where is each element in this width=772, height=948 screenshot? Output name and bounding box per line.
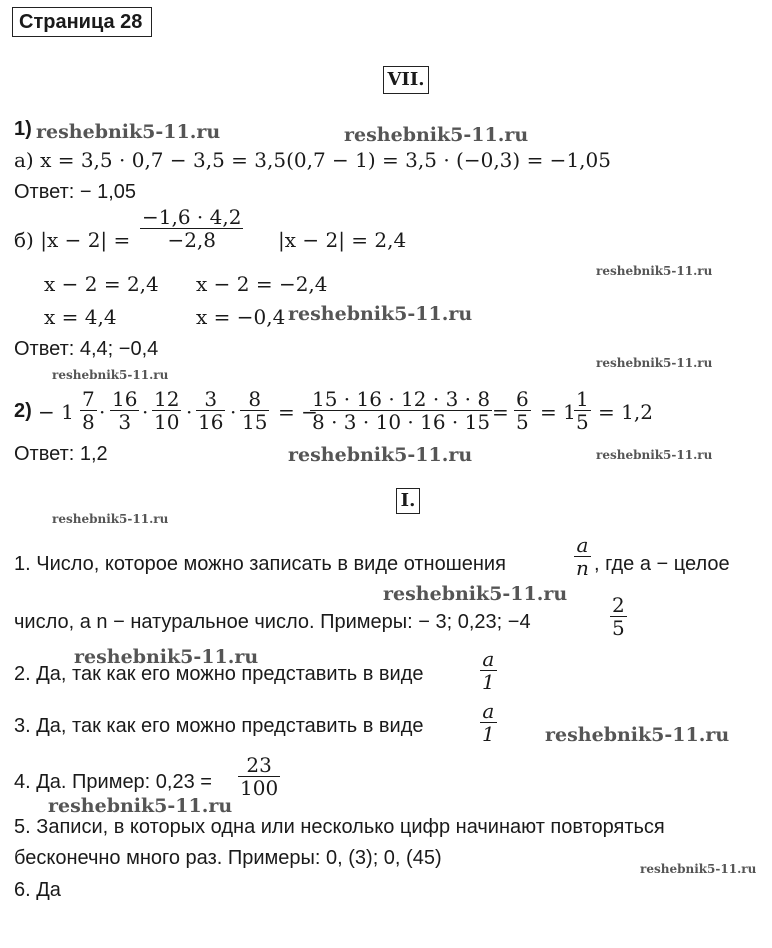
fraction-numerator: 15 · 16 · 12 · 3 · 8 — [312, 387, 491, 411]
fraction-denominator: 8 · 3 · 10 · 16 · 15 — [312, 410, 491, 434]
fraction-numerator: 12 — [154, 387, 180, 411]
task2-fraction-4 — [240, 388, 269, 433]
fraction-numerator: 7 — [82, 387, 95, 411]
watermark: reshebnik5-11.ru — [596, 264, 713, 278]
watermark: reshebnik5-11.ru — [596, 448, 713, 462]
fraction-numerator: 16 — [112, 387, 138, 411]
fraction-numerator: a — [482, 647, 495, 671]
item1-line-a: 1. Число, которое можно записать в виде отношения — [14, 553, 506, 575]
fraction-numerator: a — [482, 699, 495, 723]
task2-eq-one: = 1 — [540, 400, 576, 424]
watermark: reshebnik5-11.ru — [288, 444, 473, 466]
task2-number: 2) — [14, 400, 32, 422]
task2-minus-one: − 1 — [38, 400, 74, 424]
fraction-denominator: n — [576, 556, 589, 580]
task1-eq1: x − 2 = 2,4 — [44, 272, 159, 296]
dot-operator: · — [99, 400, 106, 424]
fraction-numerator: 23 — [246, 753, 272, 777]
watermark: reshebnik5-11.ru — [344, 124, 529, 146]
watermark: reshebnik5-11.ru — [52, 368, 169, 382]
watermark: reshebnik5-11.ru — [545, 724, 730, 746]
task2-result-fraction — [514, 388, 531, 433]
fraction-numerator: 6 — [516, 387, 529, 411]
fraction-denominator: 8 — [82, 410, 95, 434]
task1-b-fraction — [140, 206, 243, 251]
fraction-numerator: 3 — [204, 387, 218, 411]
watermark: reshebnik5-11.ru — [640, 862, 757, 876]
watermark: reshebnik5-11.ru — [288, 303, 473, 325]
fraction-numerator: 1 — [576, 387, 589, 411]
watermark: reshebnik5-11.ru — [383, 583, 568, 605]
fraction-denominator: 16 — [198, 410, 224, 434]
fraction-denominator: 15 — [242, 410, 268, 434]
watermark: reshebnik5-11.ru — [48, 795, 233, 817]
task1-number: 1) — [14, 118, 32, 140]
item1-line-c: число, а n − натуральное число. Примеры: − 3; 0,23; −4 — [14, 611, 531, 633]
task2-fraction-2 — [152, 388, 181, 433]
watermark: reshebnik5-11.ru — [52, 512, 169, 526]
fraction-denominator: 100 — [240, 776, 279, 800]
fraction-denominator: 3 — [110, 410, 139, 433]
fraction-numerator: 8 — [248, 387, 262, 411]
item1-line-b: , где a − целое — [594, 553, 730, 575]
fraction-numerator: 2 — [612, 593, 625, 617]
task1-b-result: |x − 2| = 2,4 — [278, 228, 407, 252]
item4-fraction — [238, 754, 280, 799]
task2-mixed-fraction — [80, 388, 97, 433]
task2-answer: Ответ: 1,2 — [14, 443, 108, 465]
task2-result-fraction-2 — [574, 388, 591, 433]
page-header — [12, 7, 152, 37]
fraction-denominator: −2,8 — [140, 228, 243, 251]
task1-a-line: а) x = 3,5 · 0,7 − 3,5 = 3,5(0,7 − 1) = 3,5 · (−0,3) = −1,05 — [14, 148, 611, 172]
section-i-title: I. — [396, 488, 420, 514]
fraction-denominator: 5 — [612, 616, 625, 640]
fraction-denominator: 1 — [482, 722, 495, 746]
page-label: Страница 28 — [19, 11, 143, 33]
task1-b-answer: Ответ: 4,4; −0,4 — [14, 338, 159, 360]
section-vii-title: VII. — [383, 66, 429, 94]
item4: 4. Да. Пример: 0,23 = — [14, 771, 212, 793]
dot-operator: · — [230, 400, 237, 424]
task2-eq-minus: = − — [278, 400, 318, 424]
task1-a-answer: Ответ: − 1,05 — [14, 181, 137, 203]
item2: 2. Да, так как его можно представить в виде — [14, 663, 424, 685]
item2-fraction — [480, 648, 497, 693]
task2-fraction-1 — [110, 388, 139, 433]
fraction-denominator: 10 — [154, 410, 180, 434]
fraction-denominator: 5 — [576, 410, 589, 434]
watermark: reshebnik5-11.ru — [74, 646, 259, 668]
item6: 6. Да — [14, 879, 61, 901]
task1-eq4: x = −0,4 — [196, 305, 286, 329]
item3: 3. Да, так как его можно представить в виде — [14, 715, 424, 737]
task2-fraction-3 — [196, 388, 225, 433]
task2-final: = 1,2 — [598, 400, 653, 424]
fraction-denominator: 5 — [516, 410, 529, 434]
equals-sign: = — [492, 400, 509, 424]
watermark: reshebnik5-11.ru — [36, 121, 221, 143]
item5-line-a: 5. Записи, в которых одна или несколько цифр начинают повторяться — [14, 816, 665, 838]
item1-fraction — [574, 534, 591, 579]
dot-operator: · — [186, 400, 193, 424]
item5-line-b: бесконечно много раз. Примеры: 0, (3); 0, (45) — [14, 847, 442, 869]
fraction-numerator: a — [576, 533, 589, 557]
dot-operator: · — [142, 400, 149, 424]
task1-eq2: x − 2 = −2,4 — [196, 272, 328, 296]
item1-mixed-fraction — [610, 594, 627, 639]
item3-fraction — [480, 700, 497, 745]
watermark: reshebnik5-11.ru — [596, 356, 713, 370]
fraction-denominator: 1 — [482, 670, 495, 694]
task1-eq3: x = 4,4 — [44, 305, 117, 329]
fraction-numerator: −1,6 · 4,2 — [142, 205, 242, 229]
task1-b-prefix: б) |x − 2| = — [14, 228, 131, 252]
task2-big-fraction — [310, 388, 492, 433]
